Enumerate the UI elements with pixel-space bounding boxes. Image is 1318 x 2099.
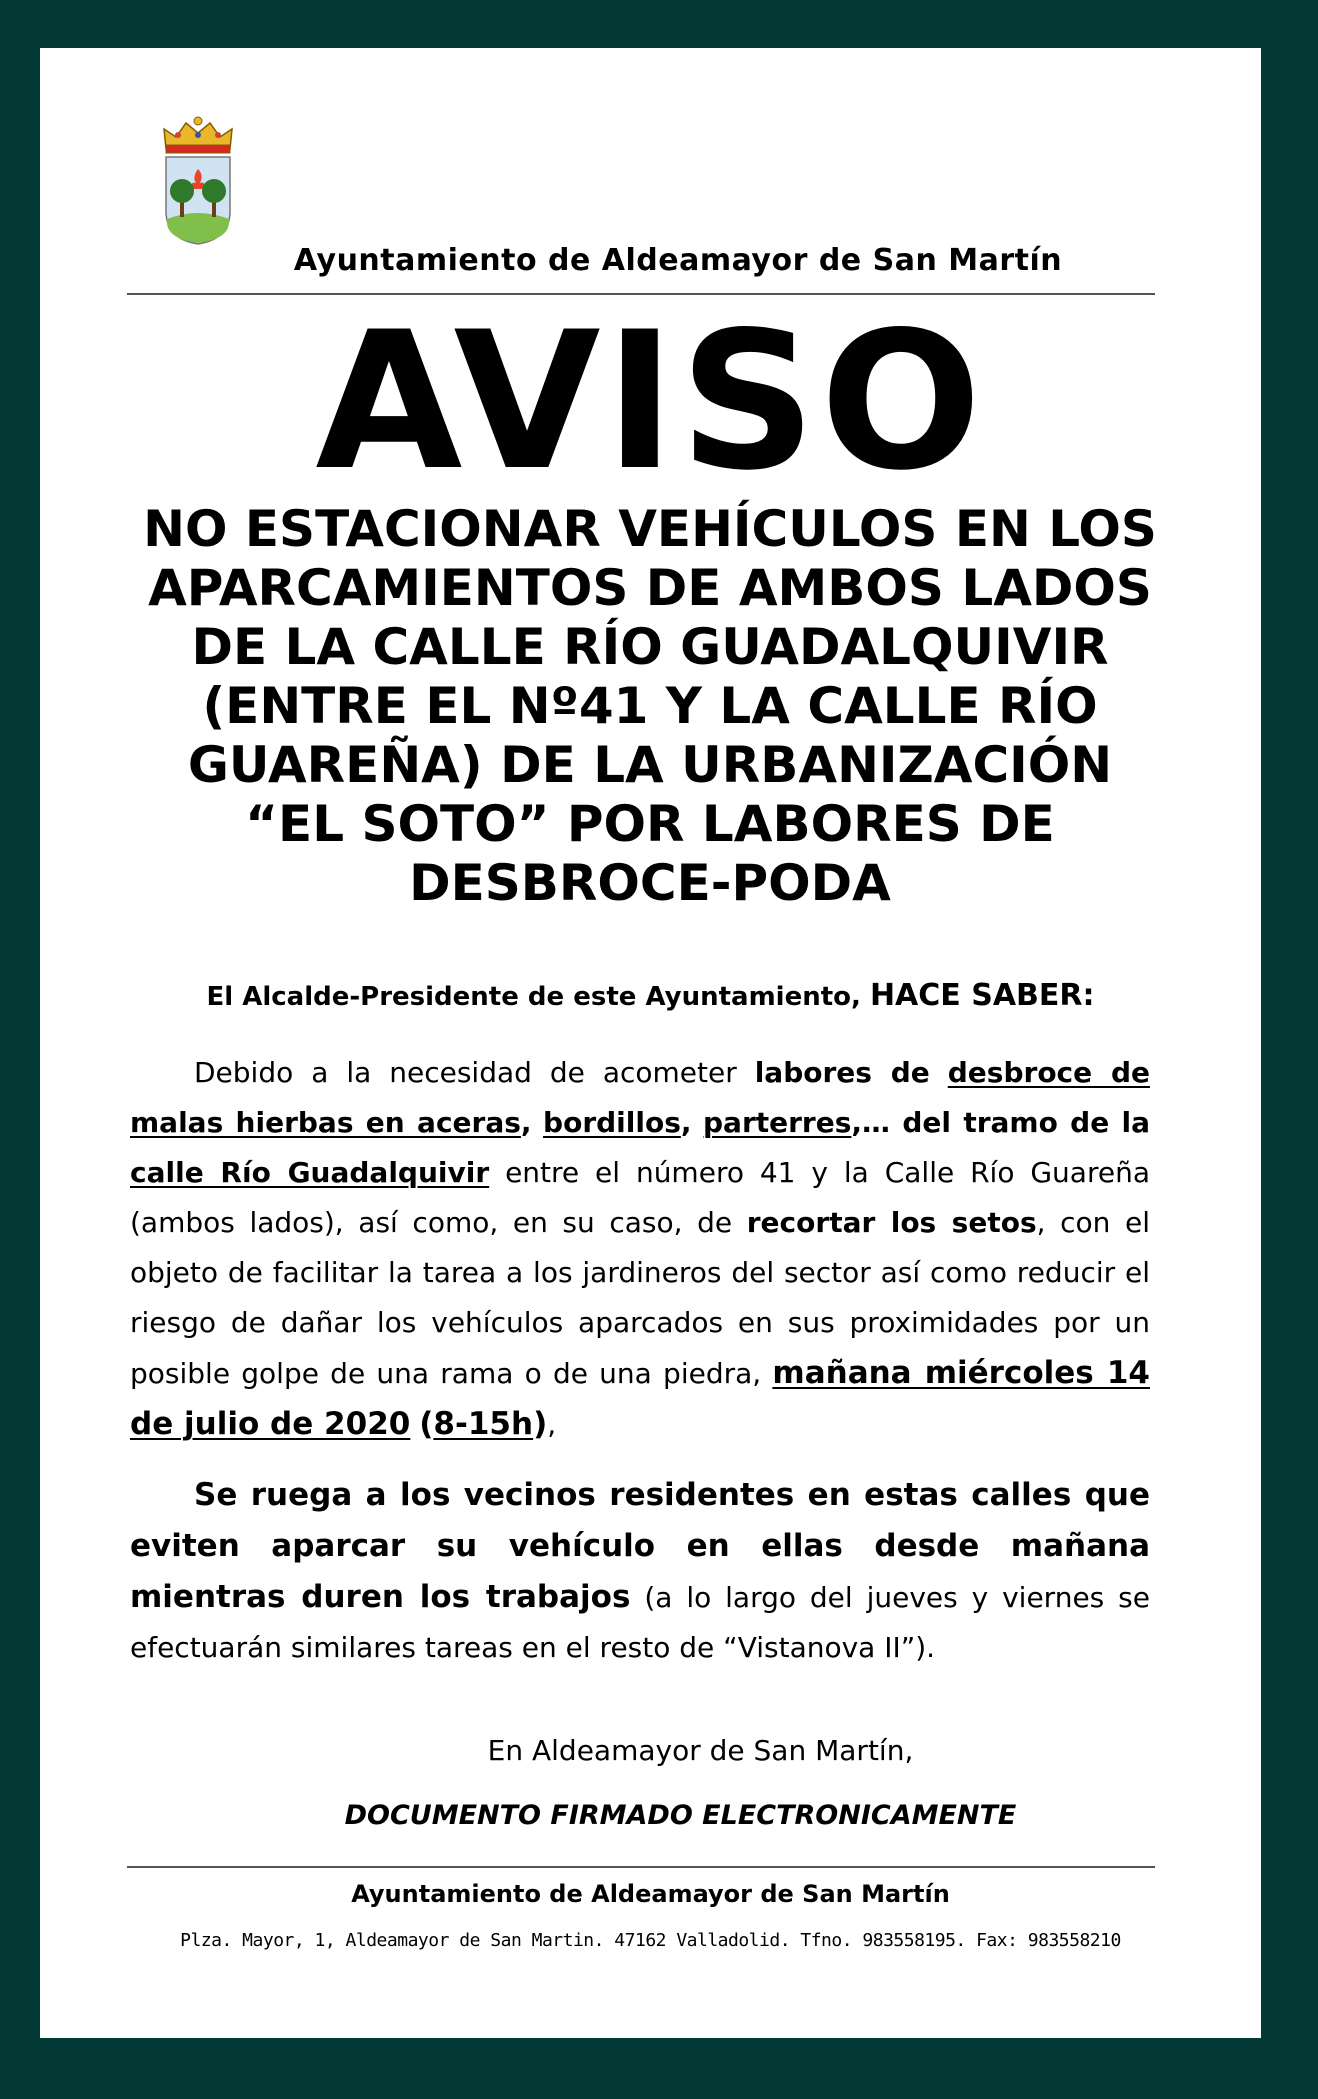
p1-end: , (547, 1408, 557, 1441)
closing-place: En Aldeamayor de San Martín, (487, 1734, 914, 1767)
p1-date: mañana miércoles 14 de julio de 2020 (130, 1355, 1150, 1442)
p1-bold-tramo: ,… del tramo de la (851, 1106, 1150, 1139)
notice-title: AVISO (315, 291, 986, 512)
p1-underline-bordillos: bordillos (543, 1106, 681, 1139)
town-name-header: Ayuntamiento de Aldeamayor de San Martín (293, 243, 1063, 278)
p1-time-close: ) (533, 1406, 548, 1442)
paragraph-work-details (130, 1048, 1150, 1450)
p2-rest: (a lo largo del jueves y viernes se efectuarán similares tareas en el resto de “Vistanova II”). (130, 1581, 1150, 1664)
p1-time-open: ( (419, 1406, 434, 1442)
notice-intro-text: El Alcalde-Presidente de este Ayuntamiento, (206, 982, 861, 1012)
p1-text-3: , con el objeto de facilitar la tarea a los jardineros del sector así como reducir el riesgo de dañar los vehículos aparcados en sus proximidades por un posible golpe de una rama o de una piedra, (130, 1206, 1151, 1390)
p1-bold-setos: recortar los setos (746, 1206, 1037, 1239)
p1-comma-1: , (520, 1106, 532, 1139)
p1-comma-2: , (680, 1106, 692, 1139)
p1-bold-labores: labores de (754, 1056, 930, 1089)
notice-intro (40, 978, 1261, 1015)
paragraph-request (130, 1470, 1150, 1673)
notice-headline: NO ESTACIONAR VEHÍCULOS EN LOS APARCAMIENTOS DE AMBOS LADOS DE LA CALLE RÍO GUADALQUIVIR (ENTRE EL Nº41 Y LA CALLE RÍO GUAREÑA) DE LA URBANIZACIÓN “EL SOTO” POR LABORES DE DESBROCE-PODA (143, 500, 1157, 912)
footer-address: Plza. Mayor, 1, Aldeamayor de San Martin. 47162 Valladolid. Tfno. 983558195. Fax: 983558210 (180, 1930, 1121, 1951)
notice-page (40, 48, 1261, 2038)
footer-divider (127, 1866, 1155, 1868)
p1-text-2: entre el número 41 y la Calle Río Guareña (ambos lados), así como, en su caso, de (130, 1156, 1150, 1239)
p1-underline-parterres: parterres (703, 1106, 852, 1139)
p1-text-1: Debido a la necesidad de acometer (194, 1056, 737, 1089)
p2-strong: Se ruega a los vecinos residentes en estas calles que eviten aparcar su vehículo en ellas desde mañana mientras duren los trabajos (130, 1477, 1150, 1615)
footer-title: Ayuntamiento de Aldeamayor de San Martín (351, 1880, 950, 1908)
p1-time: 8-15h (433, 1406, 534, 1442)
coat-of-arms-icon (158, 111, 238, 246)
p1-underline-desbroce: desbroce de malas hierbas en aceras (130, 1056, 1150, 1139)
p1-underline-street: calle Río Guadalquivir (130, 1156, 490, 1189)
signature-note: DOCUMENTO FIRMADO ELECTRONICAMENTE (344, 1800, 1017, 1831)
notice-intro-strong: HACE SABER: (869, 978, 1095, 1013)
